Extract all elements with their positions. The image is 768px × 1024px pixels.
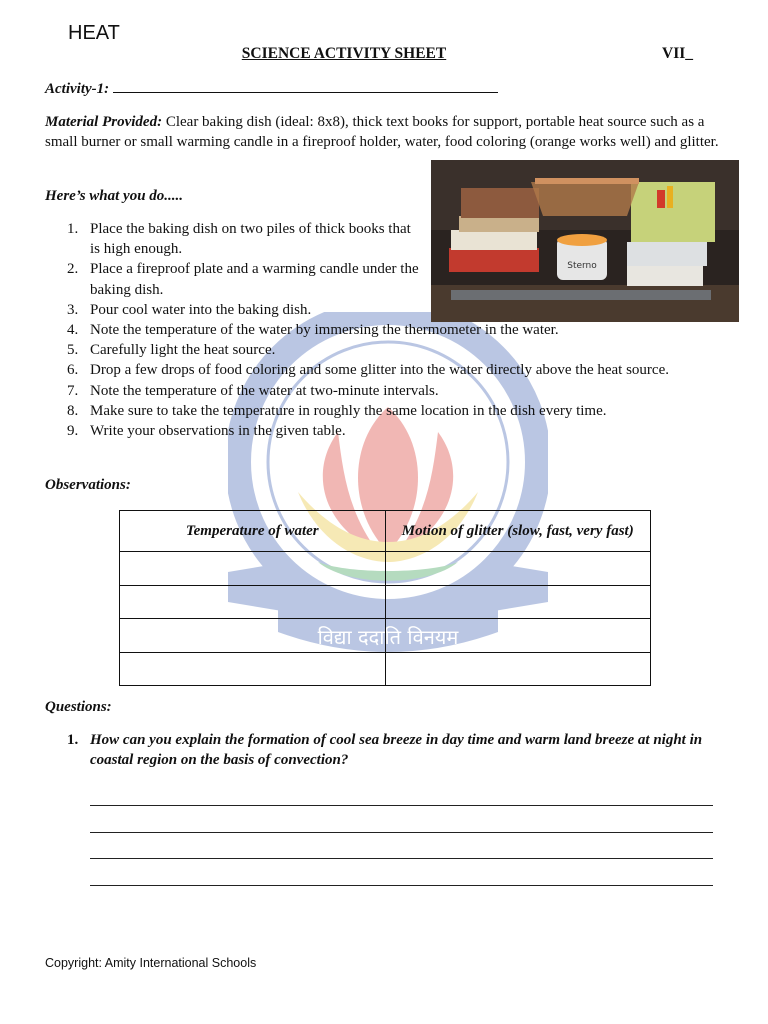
table-cell[interactable] <box>120 552 386 586</box>
activity-name-blank[interactable] <box>113 78 498 93</box>
procedure-step: 6. Drop a few drops of food coloring and some glitter into the water directly above the heat source. <box>67 362 669 379</box>
candle-label: Sterno <box>567 261 597 271</box>
procedure-step: 5. Carefully light the heat source. <box>67 342 276 359</box>
procedure-step: 1. Place the baking dish on two piles of thick books that is high enough. <box>67 221 411 258</box>
activity-heading <box>45 78 498 99</box>
procedure-step: 3. Pour cool water into the baking dish. <box>67 301 312 318</box>
procedure-step: 4. Note the temperature of the water by immersing the thermometer in the water. <box>67 322 559 339</box>
table-cell[interactable] <box>385 552 651 586</box>
observations-heading: Observations: <box>45 477 131 493</box>
table-header-row <box>120 511 651 552</box>
procedure-step: 9. Write your observations in the given table. <box>67 423 346 440</box>
answer-line[interactable] <box>90 805 713 806</box>
grade-label: VII_ <box>662 45 694 62</box>
table-row <box>120 585 651 619</box>
procedure-step: 8. Make sure to take the temperature in roughly the same location in the dish every time. <box>67 402 607 419</box>
procedure-step: 7. Note the temperature of the water at two-minute intervals. <box>67 382 439 399</box>
answer-line[interactable] <box>90 832 713 833</box>
material-label: Material Provided: <box>45 114 163 130</box>
table-cell[interactable] <box>120 619 386 653</box>
procedure-steps <box>45 219 695 441</box>
answer-line[interactable] <box>90 885 713 886</box>
observations-table <box>119 510 651 686</box>
procedure-step: 2. Place a fireproof plate and a warming candle under the baking dish. <box>67 261 419 298</box>
activity-label: Activity-1: <box>45 81 110 97</box>
table-cell[interactable] <box>385 619 651 653</box>
table-cell[interactable] <box>120 652 386 686</box>
crest-motto: विद्या ददाति विनयम् <box>317 625 459 649</box>
answer-line[interactable] <box>90 858 713 859</box>
grade-field <box>662 45 727 63</box>
question-number: 1. <box>67 732 79 748</box>
table-cell[interactable] <box>385 585 651 619</box>
question-item <box>45 730 705 770</box>
question-text: How can you explain the formation of cool sea breeze in day time and warm land breeze at night in coastal region on the basis of convection? <box>90 732 703 768</box>
table-cell[interactable] <box>120 585 386 619</box>
table-cell[interactable] <box>385 652 651 686</box>
copyright-footer: Copyright: Amity International Schools <box>45 956 257 970</box>
material-text: Clear baking dish (ideal: 8x8), thick text books for support, portable heat source such as a small burner or small warming candle in a fireproof holder, water, food coloring (orange works well) and glitter. <box>45 114 719 150</box>
sheet-title: SCIENCE ACTIVITY SHEET <box>241 45 447 62</box>
column-header-glitter-motion: Motion of glitter (slow, fast, very fast) <box>385 511 651 552</box>
table-row <box>120 619 651 653</box>
questions-heading: Questions: <box>45 699 112 715</box>
column-header-temperature: Temperature of water <box>120 511 386 552</box>
table-row <box>120 652 651 686</box>
table-row <box>120 552 651 586</box>
procedure-heading: Here’s what you do..... <box>45 188 184 204</box>
topic-heading: HEAT <box>68 22 120 44</box>
material-paragraph <box>45 112 725 152</box>
